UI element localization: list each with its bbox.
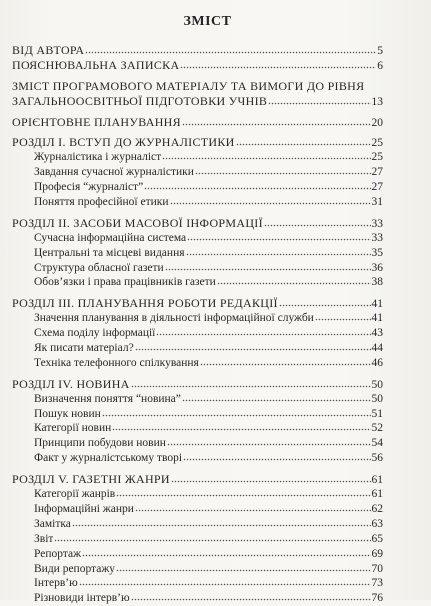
dot-leader: [180, 59, 376, 69]
dot-leader: [186, 246, 371, 256]
subsection-entry-label: Види репортажу: [34, 562, 116, 575]
subsection-entry[interactable]: [12, 487, 383, 502]
dot-leader: [72, 517, 371, 527]
dot-leader: [195, 165, 371, 175]
subsection-entry[interactable]: [12, 165, 383, 180]
subsection-entry[interactable]: [12, 180, 383, 195]
subsection-entry[interactable]: [12, 246, 383, 261]
program-entry[interactable]: [12, 79, 383, 109]
subsection-entry-page: 44: [371, 342, 383, 355]
subsection-entry-label: Обов’язки і права працівників газети: [34, 276, 216, 289]
dot-leader: [236, 136, 371, 146]
subsection-entry-page: 36: [371, 261, 383, 274]
dot-leader: [54, 532, 370, 542]
subsection-entry-page: 51: [371, 407, 383, 420]
toc-section: [12, 377, 383, 466]
subsection-entry-label: Пошук новин: [34, 407, 101, 420]
subsection-entry[interactable]: [12, 502, 383, 517]
dot-leader: [315, 311, 371, 321]
subsection-entry-label: Факт у журналістському творі: [34, 452, 183, 465]
toc-sections: [12, 135, 383, 606]
dot-leader: [156, 326, 370, 336]
section-heading[interactable]: [12, 296, 383, 311]
dot-leader: [182, 116, 371, 126]
dot-leader: [200, 356, 371, 366]
toc-section: [12, 472, 383, 606]
dot-leader: [279, 297, 371, 307]
dot-leader: [112, 421, 370, 431]
dot-leader: [79, 576, 371, 586]
subsection-entry-page: 31: [371, 196, 383, 209]
dot-leader: [268, 95, 370, 105]
subsection-entry[interactable]: [12, 562, 383, 577]
subsection-entry-label: Техніка телефонного спілкування: [34, 356, 199, 369]
subsection-entry-label: Схема поділу інформації: [34, 327, 156, 340]
dot-leader: [171, 473, 371, 483]
subsection-entry-page: 41: [371, 312, 383, 325]
subsection-entry-page: 63: [371, 517, 383, 530]
toc-entry-label-line2: ЗАГАЛЬНООСВІТНЬОЇ ПІДГОТОВКИ УЧНІВ: [12, 93, 268, 108]
subsection-entry-page: 50: [371, 392, 383, 405]
subsection-entry[interactable]: [12, 436, 383, 451]
subsection-entry[interactable]: [12, 547, 383, 562]
dot-leader: [162, 150, 370, 160]
subsection-entry-label: Визначення поняття “новина”: [34, 392, 181, 405]
planning-entry: [12, 115, 383, 130]
subsection-entry[interactable]: [12, 591, 383, 606]
subsection-entry-page: 56: [371, 452, 383, 465]
toc-entry-page: 5: [377, 45, 383, 57]
subsection-entry-page: 76: [371, 592, 383, 605]
subsection-entry-page: 27: [371, 181, 383, 194]
toc-section: [12, 296, 383, 370]
dot-leader: [187, 231, 370, 241]
section-heading[interactable]: [12, 472, 383, 487]
page-title: ЗМІСТ: [183, 14, 232, 29]
subsection-entry-label: Професія “журналіст”: [34, 181, 144, 194]
subsection-entry-page: 33: [371, 231, 383, 244]
subsection-entry[interactable]: [12, 150, 383, 165]
subsection-entry[interactable]: [12, 407, 383, 422]
subsection-entry-page: 54: [371, 437, 383, 450]
subsection-entry[interactable]: [12, 261, 383, 276]
dot-leader: [85, 44, 376, 54]
dot-leader: [217, 275, 371, 285]
dot-leader: [264, 217, 371, 227]
toc-section: [12, 135, 383, 209]
section-heading-label: РОЗДІЛ І. ВСТУП ДО ЖУРНАЛІСТИКИ: [12, 135, 235, 150]
dot-leader: [82, 547, 370, 557]
subsection-entry-label: Інформаційні жанри: [34, 502, 134, 515]
subsection-entry[interactable]: [12, 576, 383, 591]
subsection-entry-label: Принципи побудови новин: [34, 437, 166, 450]
subsection-entry-page: 43: [371, 327, 383, 340]
subsection-entry-label: Різновиди інтерв’ю: [34, 592, 130, 605]
subsection-entry-label: Репортаж: [34, 547, 82, 560]
section-heading-page: 25: [371, 137, 383, 150]
toc-entry[interactable]: [12, 43, 383, 58]
subsection-entry[interactable]: [12, 195, 383, 210]
subsection-entry-page: 73: [371, 577, 383, 590]
subsection-entry-page: 25: [371, 151, 383, 164]
subsection-entry[interactable]: [12, 275, 383, 290]
toc-entry-page: 6: [377, 59, 383, 72]
subsection-entry-label: Категорії жанрів: [34, 488, 116, 501]
subsection-entry-page: 46: [371, 356, 383, 369]
dot-leader: [131, 378, 371, 388]
subsection-entry-label: Замітка: [34, 517, 71, 530]
subsection-entry-page: 35: [371, 246, 383, 259]
section-heading[interactable]: [12, 135, 383, 150]
subsection-entry[interactable]: [12, 311, 383, 326]
subsection-entry-label: Центральні та місцеві видання: [34, 246, 185, 259]
dot-leader: [116, 487, 370, 497]
toc-entry-label: ПОЯСНЮВАЛЬНА ЗАПИСКА: [12, 57, 180, 72]
toc-entry-page: 20: [371, 116, 383, 129]
dot-leader: [182, 392, 371, 402]
section-heading[interactable]: [12, 216, 383, 231]
front-matter: [12, 43, 383, 73]
subsection-entry[interactable]: [12, 231, 383, 246]
toc-entry-label-line1: ЗМІСТ ПРОГРАМОВОГО МАТЕРІАЛУ ТА ВИМОГИ ДО РІВНЯ: [12, 78, 365, 93]
section-heading-page: 33: [371, 217, 383, 230]
section-heading-page: 50: [371, 378, 383, 391]
section-heading[interactable]: [12, 377, 383, 392]
dot-leader: [116, 562, 370, 572]
toc-entry-label: ВІД АВТОРА: [12, 43, 85, 57]
subsection-entry-label: Сучасна інформаційна система: [34, 231, 187, 244]
subsection-entry-label: Звіт: [34, 532, 54, 545]
subsection-entry-page: 62: [371, 502, 383, 515]
subsection-entry[interactable]: [12, 326, 383, 341]
subsection-entry-page: 69: [371, 547, 383, 560]
dot-leader: [170, 195, 371, 205]
subsection-entry-page: 27: [371, 166, 383, 179]
toc-entry: [12, 94, 383, 109]
subsection-entry[interactable]: [12, 341, 383, 356]
subsection-entry-page: 65: [371, 532, 383, 545]
subsection-entry-label: Завдання сучасної журналістики: [34, 166, 194, 179]
subsection-entry-label: Журналістика і журналіст: [34, 151, 162, 164]
dot-leader: [135, 341, 371, 351]
section-heading-label: РОЗДІЛ ІІІ. ПЛАНУВАННЯ РОБОТИ РЕДАКЦІЇ: [12, 296, 278, 311]
subsection-entry-label: Як писати матеріал?: [34, 342, 134, 355]
dot-leader: [165, 261, 371, 271]
subsection-entry-page: 70: [371, 562, 383, 575]
subsection-entry-label: Категорії новин: [34, 422, 112, 435]
subsection-entry[interactable]: [12, 356, 383, 371]
toc-section: [12, 216, 383, 290]
dot-leader: [144, 180, 370, 190]
section-heading-label: РОЗДІЛ IV. НОВИНА: [12, 376, 130, 391]
subsection-entry-label: Поняття професійної етики: [34, 196, 169, 209]
section-heading-label: РОЗДІЛ ІІ. ЗАСОБИ МАСОВОЇ ІНФОРМАЦІЇ: [12, 215, 263, 230]
subsection-entry-page: 38: [371, 276, 383, 289]
dot-leader: [102, 407, 371, 417]
dot-leader: [183, 451, 370, 461]
subsection-entry-page: 61: [371, 488, 383, 501]
subsection-entry[interactable]: [12, 451, 383, 466]
subsection-entry-label: Інтерв’ю: [34, 577, 78, 590]
subsection-entry[interactable]: [12, 421, 383, 436]
section-heading-page: 41: [371, 298, 383, 311]
dot-leader: [167, 436, 371, 446]
toc-entry[interactable]: [12, 58, 383, 73]
subsection-entry[interactable]: [12, 517, 383, 532]
subsection-entry-label: Структура обласної газети: [34, 261, 164, 274]
subsection-entry[interactable]: [12, 532, 383, 547]
subsection-entry-label: Значення планування в діяльності інформаційної служби: [34, 312, 314, 325]
toc-entry[interactable]: [12, 115, 383, 130]
section-heading-page: 61: [371, 474, 383, 487]
toc-entry-page: 13: [371, 95, 383, 108]
subsection-entry-page: 52: [371, 422, 383, 435]
dot-leader: [135, 502, 371, 512]
section-heading-label: РОЗДІЛ V. ГАЗЕТНІ ЖАНРИ: [12, 472, 170, 487]
subsection-entry[interactable]: [12, 392, 383, 407]
toc-entry-label: ОРІЄНТОВНЕ ПЛАНУВАННЯ: [12, 114, 181, 129]
